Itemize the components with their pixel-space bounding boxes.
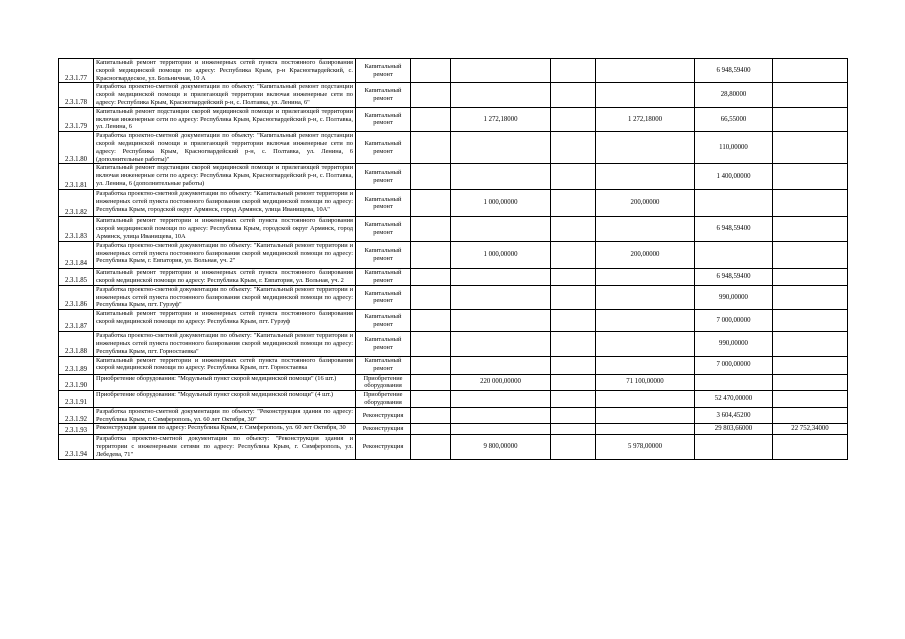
row-cell-1: [411, 356, 451, 374]
row-cell-6: [773, 190, 848, 217]
row-description: Капитальный ремонт территории и инженерных сетей пункта постоянного базирования скорой медицинской помощи по адресу: Республика Крым, городской округ Армянск, город Армянск, улица Иванищева, 10А: [94, 217, 356, 241]
row-number: 2.3.1.94: [59, 435, 94, 459]
row-cell-1: [411, 83, 451, 107]
row-cell-5: 110,00000: [695, 132, 773, 164]
row-cell-5: 7 000,00000: [695, 310, 773, 332]
row-cell-1: [411, 217, 451, 241]
row-description: Разработка проектно-сметной документации по объекту: "Капитальный ремонт территории и инженерных сетей пункта постоянного базирования скорой медицинской помощи по адресу: Республика Крым, городской округ Армянск, город Армянск, улица Иванищева, 10А": [94, 190, 356, 217]
row-number: 2.3.1.85: [59, 268, 94, 285]
row-cell-2: 1 000,00000: [451, 241, 551, 268]
row-cell-2: [451, 285, 551, 309]
row-number: 2.3.1.87: [59, 310, 94, 332]
row-cell-4: 200,00000: [596, 241, 695, 268]
row-description: Разработка проектно-сметной документации по объекту: "Капитальный ремонт подстанции скорой медицинской помощи и прилегающей территории включая инженерные сети по адресу: Республика Крым, Красногвардейский р-н, с. Полтавка, ул. Ленина, 6 (дополнительные работы)": [94, 132, 356, 164]
row-work-type: Капитальный ремонт: [356, 107, 411, 131]
row-cell-3: [551, 107, 596, 131]
row-work-type: Капитальный ремонт: [356, 164, 411, 190]
row-cell-3: [551, 374, 596, 391]
row-number: 2.3.1.89: [59, 356, 94, 374]
row-number: 2.3.1.86: [59, 285, 94, 309]
row-cell-2: 9 800,00000: [451, 435, 551, 459]
row-cell-5: 6 948,59400: [695, 268, 773, 285]
table-row: [59, 241, 848, 268]
row-work-type: Капитальный ремонт: [356, 310, 411, 332]
row-work-type: Капитальный ремонт: [356, 83, 411, 107]
row-description: Разработка проектно-сметной документации по объекту: "Капитальный ремонт подстанции скорой медицинской помощи и прилегающей территории включая инженерные сети по адресу: Республика Крым, Красногвардейский р-н, с. Полтавка, ул. Ленина, 6": [94, 83, 356, 107]
row-cell-2: [451, 268, 551, 285]
row-work-type: Капитальный ремонт: [356, 332, 411, 356]
row-cell-2: [451, 424, 551, 435]
table-row: [59, 424, 848, 435]
row-cell-3: [551, 356, 596, 374]
row-description: Капитальный ремонт территории и инженерных сетей пункта постоянного базирования скорой медицинской помощи по адресу: Республика Крым, г. Евпатория, ул. Вольная, уч. 2: [94, 268, 356, 285]
row-cell-6: [773, 268, 848, 285]
row-cell-4: [596, 391, 695, 408]
row-cell-1: [411, 310, 451, 332]
row-cell-6: [773, 107, 848, 131]
row-work-type: Капитальный ремонт: [356, 241, 411, 268]
table-row: [59, 374, 848, 391]
row-number: 2.3.1.82: [59, 190, 94, 217]
row-number: 2.3.1.79: [59, 107, 94, 131]
row-cell-3: [551, 132, 596, 164]
row-cell-6: [773, 332, 848, 356]
row-cell-5: 3 604,45200: [695, 407, 773, 424]
row-cell-5: 990,00000: [695, 332, 773, 356]
row-cell-6: 22 752,34000: [773, 424, 848, 435]
row-work-type: Капитальный ремонт: [356, 356, 411, 374]
row-number: 2.3.1.80: [59, 132, 94, 164]
row-cell-5: 6 948,59400: [695, 59, 773, 83]
row-work-type: Реконструкция: [356, 424, 411, 435]
row-description: Капитальный ремонт подстанции скорой медицинской помощи и прилегающей территории включая инженерные сети по адресу: Республика Крым, Красногвардейский р-н, с. Полтавка, ул. Ленина, 6 (дополнительные работы): [94, 164, 356, 190]
row-cell-2: [451, 356, 551, 374]
row-cell-4: 200,00000: [596, 190, 695, 217]
row-description: Капитальный ремонт территории и инженерных сетей пункта постоянного базирования скорой медицинской помощи по адресу: Республика Крым, пгт. Горностаевка: [94, 356, 356, 374]
row-cell-1: [411, 190, 451, 217]
row-cell-3: [551, 164, 596, 190]
row-description: Приобретение оборудования: "Модульный пункт скорой медицинской помощи" (16 шт.): [94, 374, 356, 391]
row-cell-4: [596, 83, 695, 107]
table-row: [59, 407, 848, 424]
row-cell-5: 28,80000: [695, 83, 773, 107]
row-cell-3: [551, 241, 596, 268]
row-number: 2.3.1.83: [59, 217, 94, 241]
row-cell-6: [773, 356, 848, 374]
row-cell-1: [411, 268, 451, 285]
row-cell-4: [596, 132, 695, 164]
row-cell-5: [695, 435, 773, 459]
row-description: Капитальный ремонт подстанции скорой медицинской помощи и прилегающей территории включая инженерные сети по адресу: Республика Крым, Красногвардейский р-н, с. Полтавка, ул. Ленина, 6: [94, 107, 356, 131]
row-cell-1: [411, 164, 451, 190]
row-cell-5: 29 803,66000: [695, 424, 773, 435]
row-cell-4: [596, 332, 695, 356]
row-cell-2: [451, 407, 551, 424]
row-description: Разработка проектно-сметной документации по объекту: "Капитальный ремонт территории и инженерных сетей пункта постоянного базирования скорой медицинской помощи по адресу: Республика Крым, пгт. Гурзуф": [94, 285, 356, 309]
row-cell-6: [773, 59, 848, 83]
row-work-type: Приобретение оборудования: [356, 391, 411, 408]
row-cell-3: [551, 332, 596, 356]
row-cell-6: [773, 241, 848, 268]
row-cell-5: [695, 241, 773, 268]
row-cell-1: [411, 374, 451, 391]
row-cell-1: [411, 107, 451, 131]
row-cell-4: [596, 268, 695, 285]
row-cell-3: [551, 424, 596, 435]
row-cell-3: [551, 190, 596, 217]
row-description: Разработка проектно-сметной документации по объекту: "Капитальный ремонт территории и инженерных сетей пункта постоянного базирования скорой медицинской помощи по адресу: Республика Крым, пгт. Горностаевка": [94, 332, 356, 356]
row-cell-4: [596, 285, 695, 309]
row-cell-6: [773, 132, 848, 164]
row-cell-3: [551, 59, 596, 83]
row-cell-5: [695, 374, 773, 391]
row-work-type: Реконструкция: [356, 407, 411, 424]
row-number: 2.3.1.88: [59, 332, 94, 356]
row-cell-5: 66,55000: [695, 107, 773, 131]
row-cell-1: [411, 424, 451, 435]
table-body: [59, 59, 848, 460]
table-row: [59, 332, 848, 356]
table-row: [59, 217, 848, 241]
row-cell-1: [411, 407, 451, 424]
row-cell-1: [411, 59, 451, 83]
row-cell-4: [596, 424, 695, 435]
row-cell-1: [411, 285, 451, 309]
table-row: [59, 83, 848, 107]
budget-table: [58, 58, 848, 460]
row-number: 2.3.1.91: [59, 391, 94, 408]
row-cell-5: 6 948,59400: [695, 217, 773, 241]
row-cell-6: [773, 435, 848, 459]
table-row: [59, 164, 848, 190]
table-row: [59, 107, 848, 131]
table-row: [59, 59, 848, 83]
table-row: [59, 391, 848, 408]
row-cell-4: 5 978,00000: [596, 435, 695, 459]
row-number: 2.3.1.78: [59, 83, 94, 107]
row-cell-4: [596, 356, 695, 374]
row-cell-4: [596, 310, 695, 332]
row-cell-2: [451, 332, 551, 356]
row-cell-3: [551, 285, 596, 309]
row-cell-2: 220 000,00000: [451, 374, 551, 391]
row-cell-2: [451, 217, 551, 241]
table-row: [59, 190, 848, 217]
row-description: Приобретение оборудования: "Модульный пункт скорой медицинской помощи" (4 шт.): [94, 391, 356, 408]
row-cell-2: [451, 164, 551, 190]
row-number: 2.3.1.93: [59, 424, 94, 435]
row-cell-5: 52 470,00000: [695, 391, 773, 408]
row-cell-4: 71 100,00000: [596, 374, 695, 391]
row-description: Капитальный ремонт территории и инженерных сетей пункта постоянного базирования скорой медицинской помощи по адресу: Республика Крым, р-н Красногвардейский, с. Красногвардеское, ул. Больничная, 10 А: [94, 59, 356, 83]
row-cell-6: [773, 83, 848, 107]
row-cell-3: [551, 435, 596, 459]
row-work-type: Капитальный ремонт: [356, 268, 411, 285]
row-description: Разработка проектно-сметной документации по объекту: "Реконструкция здания по адресу: Республика Крым, г. Симферополь, ул. 60 лет Октября, 30": [94, 407, 356, 424]
row-number: 2.3.1.77: [59, 59, 94, 83]
row-cell-3: [551, 83, 596, 107]
row-cell-2: [451, 391, 551, 408]
row-cell-5: 990,00000: [695, 285, 773, 309]
table-row: [59, 132, 848, 164]
row-cell-2: 1 272,18000: [451, 107, 551, 131]
row-cell-2: [451, 83, 551, 107]
row-cell-2: [451, 310, 551, 332]
row-cell-2: 1 000,00000: [451, 190, 551, 217]
row-cell-3: [551, 217, 596, 241]
row-work-type: Капитальный ремонт: [356, 132, 411, 164]
row-cell-4: 1 272,18000: [596, 107, 695, 131]
row-cell-5: 7 000,00000: [695, 356, 773, 374]
row-work-type: Капитальный ремонт: [356, 190, 411, 217]
row-number: 2.3.1.90: [59, 374, 94, 391]
row-description: Реконструкция здания по адресу: Республика Крым, г. Симферополь, ул. 60 лет Октября, 30: [94, 424, 356, 435]
row-cell-2: [451, 132, 551, 164]
row-description: Капитальный ремонт территории и инженерных сетей пункта постоянного базирования скорой медицинской помощи по адресу: Республика Крым, пгт. Гурзуф: [94, 310, 356, 332]
row-cell-5: [695, 190, 773, 217]
row-cell-6: [773, 285, 848, 309]
row-cell-3: [551, 407, 596, 424]
row-work-type: Реконструкция: [356, 435, 411, 459]
row-work-type: Капитальный ремонт: [356, 285, 411, 309]
table-row: [59, 435, 848, 459]
row-cell-3: [551, 391, 596, 408]
row-number: 2.3.1.84: [59, 241, 94, 268]
row-description: Разработка проектно-сметной документации по объекту: "Капитальный ремонт территории и инженерных сетей пункта постоянного базирования скорой медицинской помощи по адресу: Республика Крым, г. Евпатория, ул. Вольная, уч. 2": [94, 241, 356, 268]
row-cell-4: [596, 217, 695, 241]
table-row: [59, 310, 848, 332]
row-cell-6: [773, 374, 848, 391]
row-cell-4: [596, 59, 695, 83]
row-cell-3: [551, 310, 596, 332]
row-work-type: Капитальный ремонт: [356, 59, 411, 83]
row-cell-4: [596, 407, 695, 424]
row-work-type: Капитальный ремонт: [356, 217, 411, 241]
row-cell-6: [773, 391, 848, 408]
row-description: Разработка проектно-сметной документации по объекту: "Реконструкция здания и территории с инженерными сетями по адресу: Республика Крым, г. Симферополь, ул. Лебедева, 71": [94, 435, 356, 459]
row-number: 2.3.1.81: [59, 164, 94, 190]
row-cell-2: [451, 59, 551, 83]
row-cell-3: [551, 268, 596, 285]
row-cell-5: 1 400,00000: [695, 164, 773, 190]
table-row: [59, 268, 848, 285]
row-cell-1: [411, 435, 451, 459]
table-row: [59, 285, 848, 309]
row-cell-6: [773, 407, 848, 424]
table-row: [59, 356, 848, 374]
row-cell-6: [773, 310, 848, 332]
row-cell-4: [596, 164, 695, 190]
row-cell-1: [411, 241, 451, 268]
row-number: 2.3.1.92: [59, 407, 94, 424]
row-cell-1: [411, 391, 451, 408]
row-cell-1: [411, 132, 451, 164]
row-work-type: Приобретение оборудования: [356, 374, 411, 391]
row-cell-1: [411, 332, 451, 356]
row-cell-6: [773, 164, 848, 190]
row-cell-6: [773, 217, 848, 241]
